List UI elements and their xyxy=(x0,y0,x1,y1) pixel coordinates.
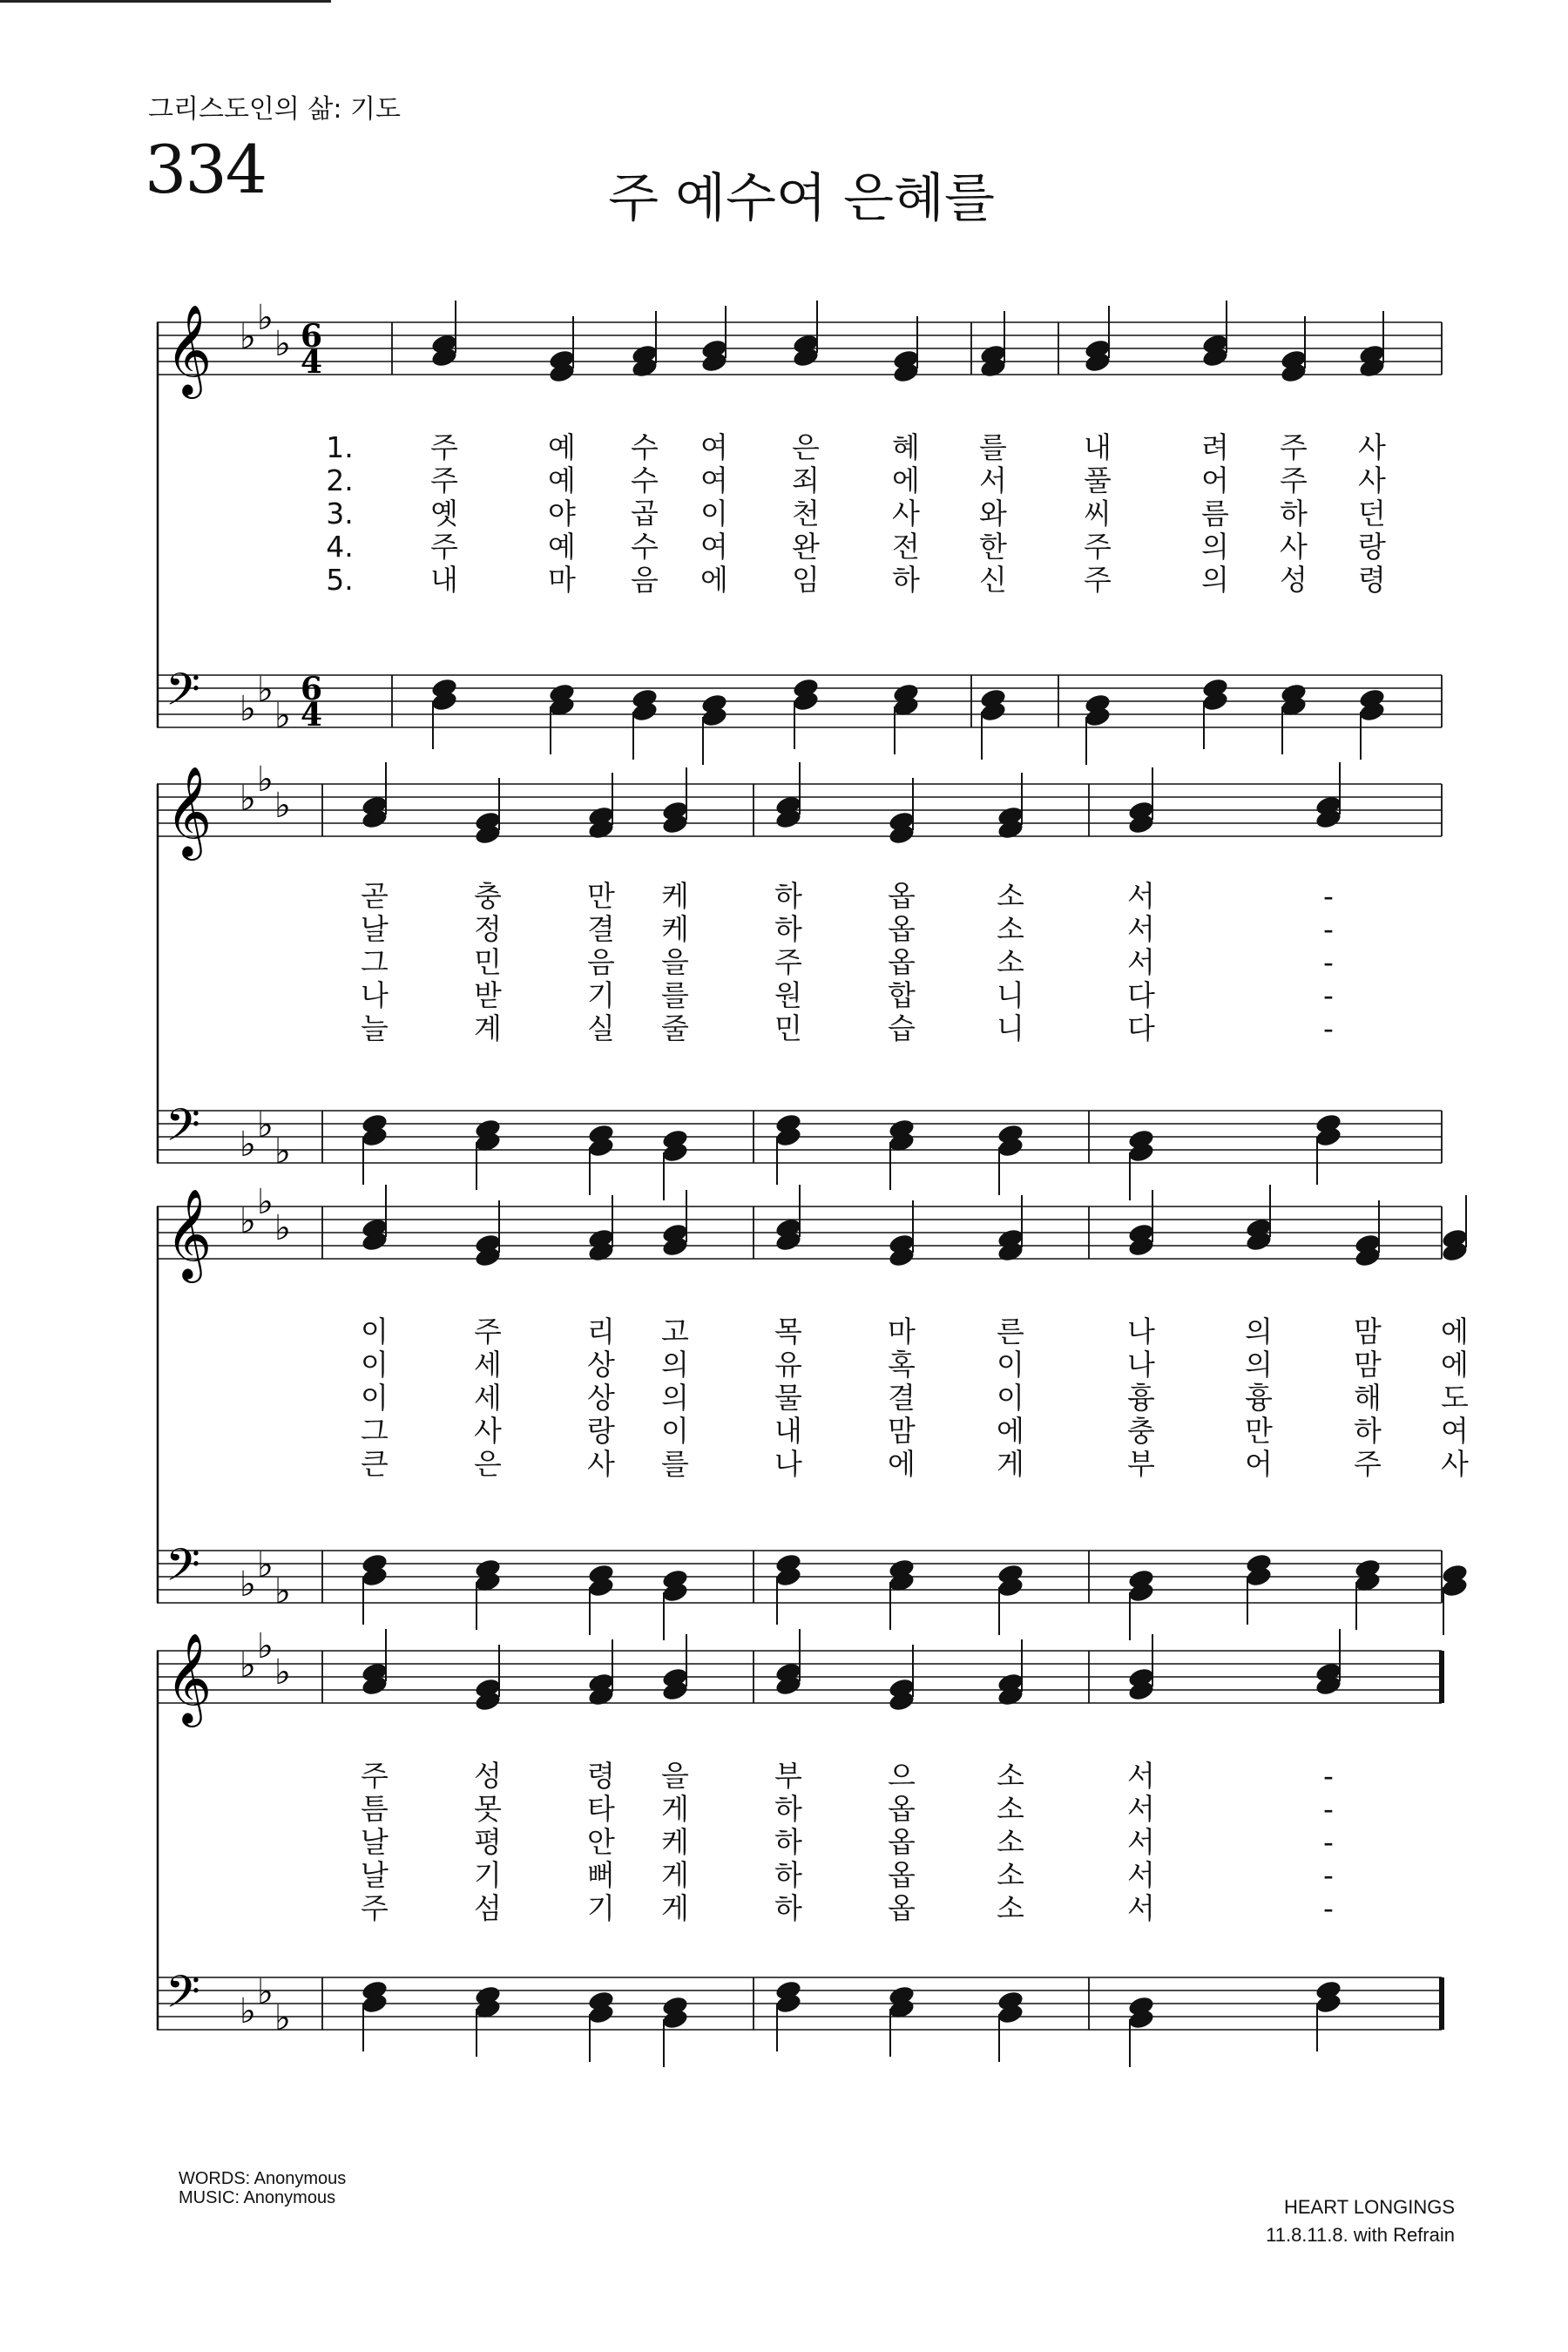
lyric-syllable: 의 xyxy=(1245,1315,1273,1348)
key-flat-icon: ♭ xyxy=(257,298,274,338)
lyric-syllable: 하 xyxy=(774,1825,802,1859)
lyric-syllable: 실 xyxy=(587,1011,615,1045)
hymn-title-text: 주 예수여 은혜를 xyxy=(608,168,995,229)
verse-number: 5. xyxy=(326,563,354,597)
lyric-syllable: 하 xyxy=(892,563,920,597)
lyric-syllable: 에 xyxy=(997,1414,1024,1448)
lyric-column xyxy=(1198,431,1233,597)
lyric-syllable: 랑 xyxy=(587,1414,615,1448)
verse-number-column xyxy=(322,431,357,597)
lyric-syllable: 주 xyxy=(361,1759,389,1793)
lyric-syllable: 임 xyxy=(792,563,820,597)
lyric-syllable: 주 xyxy=(1084,530,1112,564)
lyric-syllable: 사 xyxy=(1358,463,1386,497)
key-flat-icon: ♭ xyxy=(274,1132,291,1172)
lyric-syllable: 예 xyxy=(548,430,576,464)
lyric-column xyxy=(357,1315,392,1481)
lyric-syllable: 옛 xyxy=(430,497,458,531)
lyric-syllable: 흉 xyxy=(1245,1381,1273,1415)
lyric-syllable: 서 xyxy=(1127,1858,1155,1892)
key-flat-icon: ♭ xyxy=(257,760,274,800)
lyric-syllable: 이 xyxy=(997,1348,1024,1382)
lyric-syllable: 주 xyxy=(1084,563,1112,597)
lyric-syllable: 큰 xyxy=(361,1447,389,1481)
lyric-syllable: 음 xyxy=(587,945,615,979)
lyric-column xyxy=(357,1760,392,1925)
lyric-syllable: 충 xyxy=(1127,1414,1155,1448)
lyric-syllable: 예 xyxy=(548,463,576,497)
lyric-syllable: 죄 xyxy=(792,463,820,497)
lyric-syllable: 날 xyxy=(361,912,389,946)
lyric-syllable: 던 xyxy=(1358,497,1386,531)
lyric-column xyxy=(1437,1315,1472,1481)
lyric-syllable: 충 xyxy=(474,879,502,913)
music-system-2 xyxy=(157,762,1459,1172)
lyric-syllable: 주 xyxy=(774,945,802,979)
lyric-column xyxy=(584,880,618,1045)
lyric-syllable: 으 xyxy=(888,1759,916,1793)
verse-number: 4. xyxy=(326,530,354,564)
bass-clef-icon: 𝄢 xyxy=(166,1538,200,1602)
lyric-column xyxy=(1311,880,1346,1045)
lyric-syllable: 수 xyxy=(631,463,659,497)
lyric-syllable: 도 xyxy=(1441,1381,1469,1415)
lyric-column xyxy=(771,1315,806,1481)
lyric-column xyxy=(584,1315,618,1481)
lyric-syllable: 여 xyxy=(700,463,728,497)
music-credit: MUSIC: Anonymous xyxy=(179,2188,336,2207)
lyric-syllable: 나 xyxy=(774,1447,802,1481)
lyric-syllable: 의 xyxy=(1245,1348,1273,1382)
lyric-syllable: 어 xyxy=(1245,1447,1273,1481)
lyric-column xyxy=(1124,1760,1159,1925)
lyric-syllable: 주 xyxy=(474,1315,502,1348)
tune-info xyxy=(1266,2193,1455,2249)
lyric-syllable: 그 xyxy=(361,1414,389,1448)
lyric-syllable: 서 xyxy=(1127,1825,1155,1859)
lyric-syllable: 다 xyxy=(1127,978,1155,1012)
lyric-syllable: 사 xyxy=(892,497,920,531)
lyric-syllable: 이 xyxy=(361,1315,389,1348)
lyric-syllable: 옵 xyxy=(888,945,916,979)
lyric-syllable: 나 xyxy=(1127,1348,1155,1382)
lyric-syllable: 주 xyxy=(430,463,458,497)
key-flat-icon: ♭ xyxy=(257,670,274,710)
staff-svg-4 xyxy=(157,1626,1459,2065)
lyric-column xyxy=(993,1315,1028,1481)
lyric-syllable: 고 xyxy=(661,1315,689,1348)
key-flat-icon: ♭ xyxy=(257,1182,274,1222)
key-flat-icon: ♭ xyxy=(274,786,291,826)
time-signature-top: 6 xyxy=(301,318,323,355)
lyric-syllable: 령 xyxy=(1358,563,1386,597)
lyric-syllable: 서 xyxy=(1127,912,1155,946)
treble-clef-icon: 𝄞 xyxy=(166,766,213,857)
time-signature-bottom: 4 xyxy=(301,344,323,381)
bass-clef-icon: 𝄢 xyxy=(166,1965,200,2029)
lyric-syllable: 소 xyxy=(997,1825,1024,1859)
lyric-syllable: 서 xyxy=(1127,1792,1155,1826)
lyric-syllable: 른 xyxy=(997,1315,1024,1348)
lyric-syllable: 은 xyxy=(474,1447,502,1481)
lyric-syllable: 타 xyxy=(587,1792,615,1826)
lyric-syllable: 안 xyxy=(587,1825,615,1859)
lyric-syllable: 서 xyxy=(1127,945,1155,979)
key-flat-icon: ♭ xyxy=(240,1201,256,1241)
lyric-syllable: 하 xyxy=(774,1891,802,1925)
lyric-syllable: 하 xyxy=(774,879,802,913)
lyric-syllable: - xyxy=(1323,1759,1334,1793)
lyric-syllable: 서 xyxy=(1127,1891,1155,1925)
lyric-syllable: 야 xyxy=(548,497,576,531)
lyric-syllable: 평 xyxy=(474,1825,502,1859)
lyric-syllable: 소 xyxy=(997,1792,1024,1826)
lyric-syllable: 이 xyxy=(661,1414,689,1448)
lyric-column xyxy=(1311,1760,1346,1925)
lyric-column xyxy=(470,1760,505,1925)
lyric-syllable: 그 xyxy=(361,945,389,979)
lyric-syllable: - xyxy=(1323,1858,1334,1892)
lyric-syllable: 세 xyxy=(474,1381,502,1415)
lyric-syllable: 물 xyxy=(774,1381,802,1415)
hymn-number: 334 xyxy=(145,131,267,208)
lyric-column xyxy=(884,1760,919,1925)
time-signature-top: 6 xyxy=(301,671,323,707)
lyric-syllable: 사 xyxy=(1358,430,1386,464)
lyric-syllable: 사 xyxy=(474,1414,502,1448)
lyric-syllable: 음 xyxy=(631,563,659,597)
lyric-column xyxy=(1350,1315,1385,1481)
lyric-column xyxy=(658,1760,693,1925)
lyric-syllable: 서 xyxy=(1127,879,1155,913)
lyric-syllable: 여 xyxy=(1441,1414,1469,1448)
key-flat-icon: ♭ xyxy=(257,1972,274,2012)
key-flat-icon: ♭ xyxy=(240,1125,256,1165)
lyric-column xyxy=(884,880,919,1045)
lyric-column xyxy=(771,880,806,1045)
tune-name: HEART LONGINGS xyxy=(1283,2196,1455,2218)
lyric-syllable: 전 xyxy=(892,530,920,564)
lyric-syllable: 수 xyxy=(631,530,659,564)
key-flat-icon: ♭ xyxy=(257,1105,274,1146)
lyric-syllable: 의 xyxy=(661,1381,689,1415)
lyric-syllable: 다 xyxy=(1127,1011,1155,1045)
lyric-syllable: 에 xyxy=(1441,1315,1469,1348)
lyric-syllable: 섬 xyxy=(474,1891,502,1925)
lyric-syllable: - xyxy=(1323,1011,1334,1045)
lyric-syllable: 마 xyxy=(548,563,576,597)
key-flat-icon: ♭ xyxy=(257,1626,274,1666)
lyric-syllable: 니 xyxy=(997,1011,1024,1045)
key-flat-icon: ♭ xyxy=(274,1652,291,1693)
lyric-syllable: 풀 xyxy=(1084,463,1112,497)
lyric-syllable: 받 xyxy=(474,978,502,1012)
lyric-column xyxy=(697,431,732,597)
lyric-syllable: 게 xyxy=(661,1891,689,1925)
lyric-syllable: 옵 xyxy=(888,1891,916,1925)
lyric-syllable: 소 xyxy=(997,1759,1024,1793)
key-flat-icon: ♭ xyxy=(240,1991,256,2031)
lyric-syllable: 부 xyxy=(774,1759,802,1793)
key-flat-icon: ♭ xyxy=(240,689,256,729)
key-flat-icon: ♭ xyxy=(274,696,291,736)
tune-meter: 11.8.11.8. with Refrain xyxy=(1266,2224,1455,2246)
lyric-syllable: 원 xyxy=(774,978,802,1012)
lyric-syllable: 서 xyxy=(979,463,1007,497)
lyric-syllable: 내 xyxy=(1084,430,1112,464)
lyric-syllable: 혹 xyxy=(888,1348,916,1382)
lyric-syllable: 니 xyxy=(997,978,1024,1012)
lyric-syllable: 소 xyxy=(997,879,1024,913)
lyric-syllable: 의 xyxy=(1201,530,1229,564)
lyric-syllable: 맘 xyxy=(888,1414,916,1448)
lyric-syllable: 정 xyxy=(474,912,502,946)
hymn-category: 그리스도인의 삶: 기도 xyxy=(148,94,401,125)
lyric-column xyxy=(884,1315,919,1481)
lyric-syllable: - xyxy=(1323,879,1334,913)
lyric-syllable: 소 xyxy=(997,945,1024,979)
key-flat-icon: ♭ xyxy=(240,1646,256,1686)
lyric-column xyxy=(771,1760,806,1925)
lyric-syllable: 케 xyxy=(661,1825,689,1859)
lyric-column xyxy=(658,1315,693,1481)
lyric-syllable: 옵 xyxy=(888,1792,916,1826)
lyric-syllable: 합 xyxy=(888,978,916,1012)
verse-number: 1. xyxy=(326,430,354,464)
lyric-column xyxy=(1276,431,1311,597)
lyric-syllable: 소 xyxy=(997,1891,1024,1925)
lyric-syllable: 혜 xyxy=(892,430,920,464)
credits xyxy=(179,2169,346,2207)
lyric-syllable: 늘 xyxy=(361,1011,389,1045)
lyric-syllable: 기 xyxy=(587,978,615,1012)
key-flat-icon: ♭ xyxy=(274,1998,291,2038)
lyric-syllable: 을 xyxy=(661,1759,689,1793)
lyric-syllable: 성 xyxy=(1280,563,1308,597)
lyric-syllable: 케 xyxy=(661,912,689,946)
key-flat-icon: ♭ xyxy=(274,1208,291,1248)
lyric-syllable: 을 xyxy=(661,945,689,979)
lyric-column xyxy=(976,431,1010,597)
lyric-syllable: 를 xyxy=(661,978,689,1012)
lyric-syllable: 날 xyxy=(361,1858,389,1892)
lyric-syllable: 내 xyxy=(430,563,458,597)
lyric-syllable: 내 xyxy=(774,1414,802,1448)
top-rule xyxy=(0,0,331,3)
lyric-syllable: 맘 xyxy=(1354,1348,1382,1382)
lyric-column xyxy=(1124,880,1159,1045)
lyric-syllable: 이 xyxy=(361,1348,389,1382)
lyric-syllable: 수 xyxy=(631,430,659,464)
lyric-syllable: 못 xyxy=(474,1792,502,1826)
lyric-syllable: 천 xyxy=(792,497,820,531)
music-system-1 xyxy=(157,298,1459,754)
lyric-syllable: 를 xyxy=(661,1447,689,1481)
lyric-syllable: 에 xyxy=(888,1447,916,1481)
lyric-syllable: 옵 xyxy=(888,912,916,946)
lyric-column xyxy=(544,431,579,597)
lyric-syllable: 결 xyxy=(888,1381,916,1415)
staff-svg-2 xyxy=(157,762,1459,1172)
lyric-syllable: 주 xyxy=(430,530,458,564)
lyric-column xyxy=(1355,431,1389,597)
key-flat-icon: ♭ xyxy=(274,324,291,364)
lyric-syllable: 예 xyxy=(548,530,576,564)
lyric-syllable: 뻐 xyxy=(587,1858,615,1892)
lyric-syllable: 의 xyxy=(1201,563,1229,597)
lyric-column xyxy=(470,1315,505,1481)
music-system-3 xyxy=(157,1182,1469,1629)
lyric-syllable: 기 xyxy=(587,1891,615,1925)
lyric-syllable: 민 xyxy=(474,945,502,979)
lyric-syllable: 습 xyxy=(888,1011,916,1045)
lyric-syllable: - xyxy=(1323,1792,1334,1826)
lyric-syllable: 은 xyxy=(792,430,820,464)
lyric-syllable: 하 xyxy=(1354,1414,1382,1448)
lyric-syllable: - xyxy=(1323,1891,1334,1925)
lyric-column xyxy=(1080,431,1115,597)
lyric-syllable: 리 xyxy=(587,1315,615,1348)
lyric-syllable: 이 xyxy=(361,1381,389,1415)
lyric-syllable: 해 xyxy=(1354,1381,1382,1415)
lyric-syllable: 상 xyxy=(587,1381,615,1415)
key-flat-icon: ♭ xyxy=(240,317,256,357)
lyric-syllable: 결 xyxy=(587,912,615,946)
lyric-syllable: 성 xyxy=(474,1759,502,1793)
lyric-syllable: 랑 xyxy=(1358,530,1386,564)
key-flat-icon: ♭ xyxy=(257,1545,274,1585)
lyric-column xyxy=(889,431,923,597)
lyric-syllable: 려 xyxy=(1201,430,1229,464)
lyric-syllable: 사 xyxy=(587,1447,615,1481)
lyric-syllable: 마 xyxy=(888,1315,916,1348)
lyric-syllable: 하 xyxy=(774,1858,802,1892)
treble-clef-icon: 𝄞 xyxy=(166,1188,213,1280)
lyric-syllable: 맘 xyxy=(1354,1315,1382,1348)
lyric-syllable: - xyxy=(1323,978,1334,1012)
lyric-syllable: 옵 xyxy=(888,1858,916,1892)
lyric-syllable: 목 xyxy=(774,1315,802,1348)
lyric-syllable: - xyxy=(1323,1825,1334,1859)
lyric-syllable: 와 xyxy=(979,497,1007,531)
lyric-column xyxy=(788,431,823,597)
lyric-syllable: 게 xyxy=(997,1447,1024,1481)
lyric-syllable: 의 xyxy=(661,1348,689,1382)
lyric-syllable: - xyxy=(1323,945,1334,979)
lyric-syllable: 어 xyxy=(1201,463,1229,497)
key-flat-icon: ♭ xyxy=(240,1565,256,1605)
lyric-syllable: 에 xyxy=(1441,1348,1469,1382)
lyric-syllable: 민 xyxy=(774,1011,802,1045)
lyric-syllable: 주 xyxy=(430,430,458,464)
lyric-syllable: 나 xyxy=(1127,1315,1155,1348)
lyric-syllable: 만 xyxy=(1245,1414,1273,1448)
lyric-syllable: 름 xyxy=(1201,497,1229,531)
lyric-syllable: 흉 xyxy=(1127,1381,1155,1415)
lyric-syllable: 씨 xyxy=(1084,497,1112,531)
bass-clef-icon: 𝄢 xyxy=(166,1098,200,1162)
lyric-syllable: 틈 xyxy=(361,1792,389,1826)
lyric-syllable: 게 xyxy=(661,1858,689,1892)
lyric-column xyxy=(1241,1315,1276,1481)
lyric-column xyxy=(627,431,662,597)
lyric-column xyxy=(427,431,462,597)
lyric-syllable: 세 xyxy=(474,1348,502,1382)
lyric-syllable: 주 xyxy=(361,1891,389,1925)
lyric-syllable: 부 xyxy=(1127,1447,1155,1481)
lyric-column xyxy=(357,880,392,1045)
lyric-column xyxy=(993,880,1028,1045)
lyric-syllable: 옵 xyxy=(888,879,916,913)
lyric-syllable: 완 xyxy=(792,530,820,564)
lyric-syllable: 여 xyxy=(700,530,728,564)
lyric-column xyxy=(584,1760,618,1925)
hymn-title xyxy=(0,157,1568,232)
lyric-syllable: 주 xyxy=(1280,430,1308,464)
lyric-column xyxy=(470,880,505,1045)
lyric-syllable: 이 xyxy=(997,1381,1024,1415)
lyric-syllable: 사 xyxy=(1280,530,1308,564)
lyric-syllable: 한 xyxy=(979,530,1007,564)
words-credit: WORDS: Anonymous xyxy=(179,2169,347,2188)
treble-clef-icon: 𝄞 xyxy=(166,1632,213,1724)
lyric-syllable: 유 xyxy=(774,1348,802,1382)
lyric-syllable: 신 xyxy=(979,563,1007,597)
lyric-syllable: - xyxy=(1323,912,1334,946)
lyric-column xyxy=(658,880,693,1045)
key-flat-icon: ♭ xyxy=(240,779,256,819)
lyric-syllable: 상 xyxy=(587,1348,615,1382)
lyric-column xyxy=(1124,1315,1159,1481)
verse-number: 2. xyxy=(326,463,354,497)
lyric-syllable: 령 xyxy=(587,1759,615,1793)
lyric-syllable: 서 xyxy=(1127,1759,1155,1793)
lyric-syllable: 하 xyxy=(1280,497,1308,531)
treble-clef-icon: 𝄞 xyxy=(166,304,213,395)
lyric-syllable: 계 xyxy=(474,1011,502,1045)
key-flat-icon: ♭ xyxy=(274,1571,291,1612)
time-signature-bottom: 4 xyxy=(301,697,323,733)
lyric-column xyxy=(993,1760,1028,1925)
lyric-syllable: 게 xyxy=(661,1792,689,1826)
lyric-syllable: 하 xyxy=(774,1792,802,1826)
lyric-syllable: 곧 xyxy=(361,879,389,913)
lyric-syllable: 여 xyxy=(700,430,728,464)
lyric-syllable: 나 xyxy=(361,978,389,1012)
lyric-syllable: 케 xyxy=(661,879,689,913)
lyric-syllable: 이 xyxy=(700,497,728,531)
lyric-syllable: 소 xyxy=(997,1858,1024,1892)
verse-number: 3. xyxy=(326,497,354,531)
bass-clef-icon: 𝄢 xyxy=(166,663,200,727)
lyric-syllable: 소 xyxy=(997,912,1024,946)
music-system-4 xyxy=(157,1626,1459,2065)
lyric-syllable: 날 xyxy=(361,1825,389,1859)
lyric-syllable: 를 xyxy=(979,430,1007,464)
lyric-syllable: 곱 xyxy=(631,497,659,531)
lyric-syllable: 옵 xyxy=(888,1825,916,1859)
lyric-syllable: 주 xyxy=(1354,1447,1382,1481)
lyric-syllable: 에 xyxy=(700,563,728,597)
lyric-syllable: 하 xyxy=(774,912,802,946)
lyric-syllable: 줄 xyxy=(661,1011,689,1045)
lyric-syllable: 기 xyxy=(474,1858,502,1892)
lyric-syllable: 사 xyxy=(1441,1447,1469,1481)
lyric-syllable: 만 xyxy=(587,879,615,913)
lyric-syllable: 주 xyxy=(1280,463,1308,497)
lyric-syllable: 에 xyxy=(892,463,920,497)
